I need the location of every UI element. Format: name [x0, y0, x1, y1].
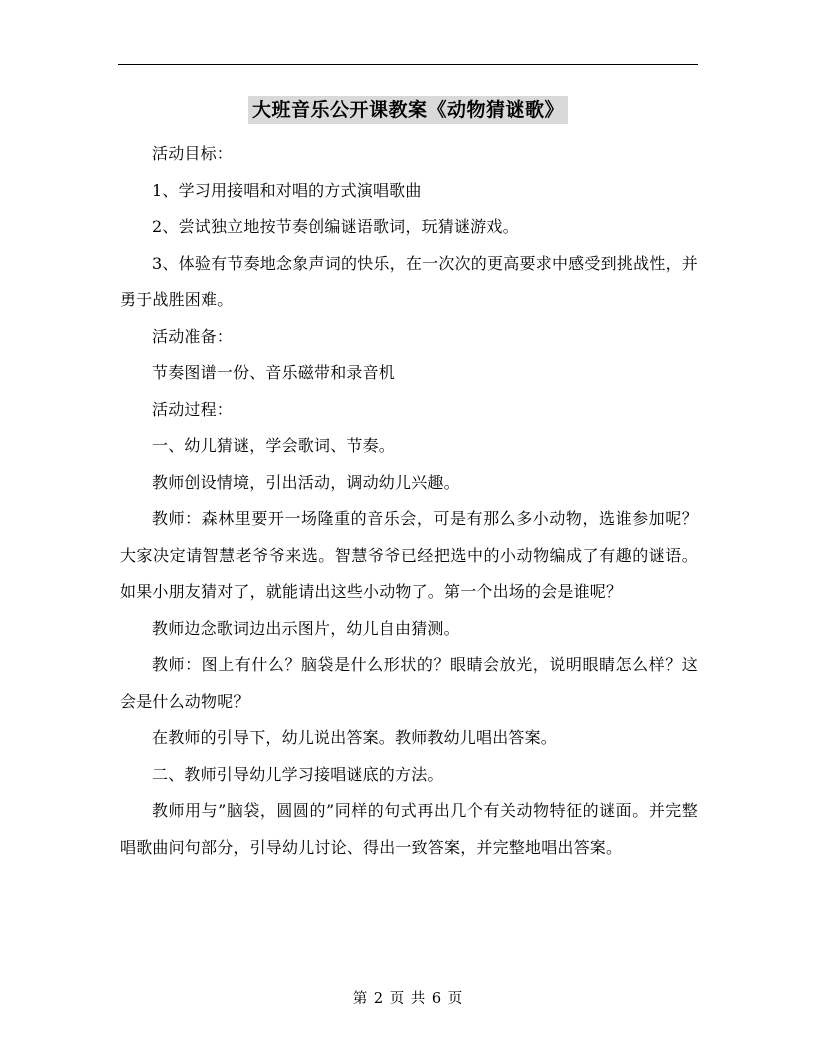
paragraph: 教师边念歌词边出示图片，幼儿自由猜测。	[152, 618, 460, 638]
paragraph: 二、教师引导幼儿学习接唱谜底的方法。	[152, 764, 444, 784]
paragraph: 教师：森林里要开一场隆重的音乐会，可是有那么多小动物，选谁参加呢？大家决定请智慧老爷爷来选。智慧爷爷已经把选中的小动物编成了有趣的谜语。如果小朋友猜对了，就能请出这些小动物了。第一个出场的会是谁呢？	[120, 509, 698, 601]
paragraph: 活动目标：	[152, 144, 234, 163]
paragraph: 2、尝试独立地按节奏创编谜语歌词，玩猜谜游戏。	[152, 217, 519, 236]
paragraph: 教师用与”脑袋，圆圆的”同样的句式再出几个有关动物特征的谜面。并完整唱歌曲问句部分，引导幼儿讨论、得出一致答案，并完整地唱出答案。	[120, 801, 698, 857]
paragraph: 教师创设情境，引出活动，调动幼儿兴趣。	[152, 472, 460, 492]
paragraph: 活动准备：	[152, 326, 234, 346]
paragraph: 活动过程：	[152, 399, 234, 419]
paragraph: 在教师的引导下，幼儿说出答案。教师教幼儿唱出答案。	[152, 728, 558, 747]
page-footer: 第 2 页 共 6 页	[352, 991, 464, 1007]
paragraph: 1、学习用接唱和对唱的方式演唱歌曲	[152, 180, 422, 200]
paragraph: 一、幼儿猜谜，学会歌词、节奏。	[152, 436, 396, 455]
paragraph: 节奏图谱一份、音乐磁带和录音机	[152, 363, 396, 382]
paragraph: 教师：图上有什么？脑袋是什么形状的？眼睛会放光，说明眼睛怎么样？这会是什么动物呢？	[120, 655, 698, 711]
document-title: 大班音乐公开课教案《动物猜谜歌》	[248, 96, 568, 124]
header-rule	[118, 64, 698, 65]
paragraph: 3、体验有节奏地念象声词的快乐，在一次次的更高要求中感受到挑战性，并勇于战胜困难。	[120, 253, 698, 309]
title-container	[0, 96, 816, 124]
document-body	[120, 136, 698, 866]
